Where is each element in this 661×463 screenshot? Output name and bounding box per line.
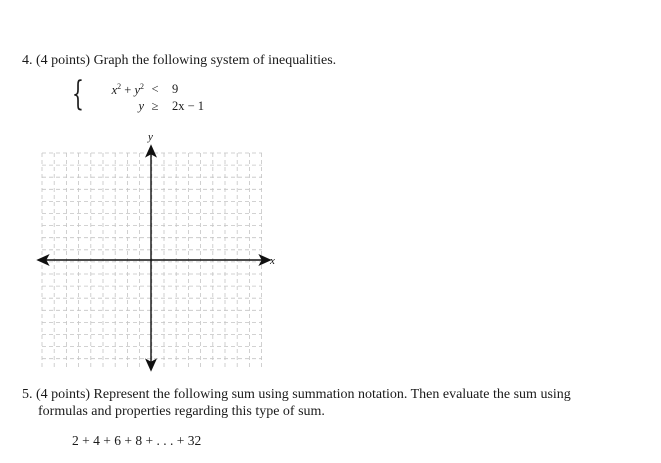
sum-expression: 2 + 4 + 6 + 8 + . . . + 32 — [72, 433, 202, 448]
left-brace-icon: { — [72, 74, 84, 114]
inequality-2-relation: ≥ — [151, 99, 159, 113]
problem-4-prompt: Graph the following system of inequalities. — [93, 53, 337, 68]
x-axis — [38, 256, 270, 265]
inequality-2-rhs: 2x − 1 — [172, 99, 205, 113]
inequality-2-lhs: y — [138, 99, 144, 113]
inequality-1-rhs: 9 — [172, 82, 179, 96]
y-axis-label: y — [148, 131, 153, 143]
problem-4-number: 4. — [22, 53, 33, 68]
x-axis-label: x — [270, 255, 275, 267]
y-axis — [147, 146, 156, 370]
problem-5-line-2: formulas and properties regarding this type of sum. — [38, 404, 325, 419]
inequality-1-lhs: $x^2 + y^2$ — [111, 82, 144, 97]
problem-4-points: (4 points) — [36, 53, 91, 68]
problem-5-line-1: 5. (4 points) Represent the following sum using summation notation. Then evaluate the sum using — [22, 387, 571, 402]
inequality-1-relation: < — [151, 82, 159, 96]
